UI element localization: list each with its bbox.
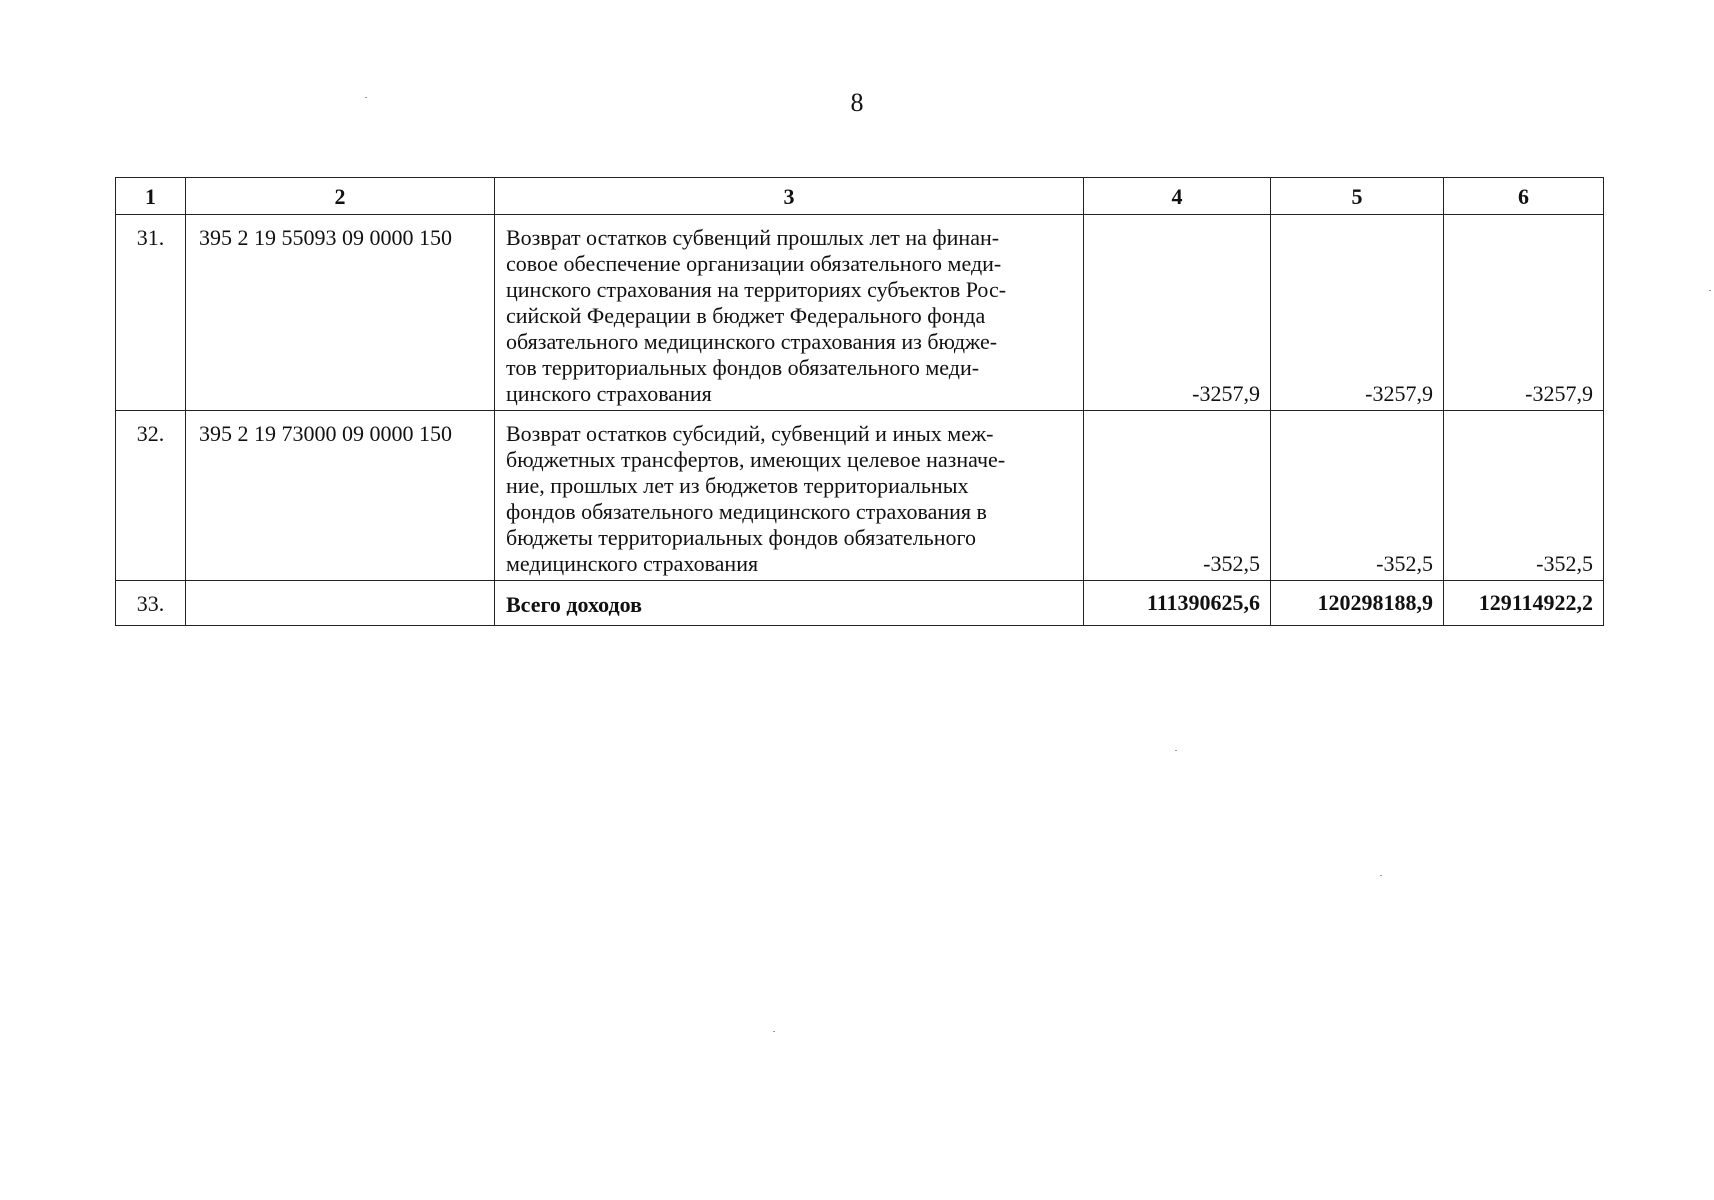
row-number: 33. (116, 581, 186, 626)
value-col-6: -3257,9 (1444, 215, 1604, 411)
budget-code: 395 2 19 73000 09 0000 150 (186, 411, 495, 581)
row-number: 31. (116, 215, 186, 411)
scan-speck (1709, 290, 1711, 291)
page-number: 8 (850, 88, 864, 117)
description-line: совое обеспечение организации обязательного меди- (506, 251, 1002, 276)
description-line: бюджетных трансфертов, имеющих целевое назначе- (506, 447, 1006, 472)
column-header: 5 (1271, 178, 1444, 215)
column-header: 6 (1444, 178, 1604, 215)
budget-code: 395 2 19 55093 09 0000 150 (186, 215, 495, 411)
description-line: Возврат остатков субсидий, субвенций и иных меж- (506, 421, 994, 446)
table-row (116, 411, 1604, 581)
description-line: бюджеты территориальных фондов обязательного (506, 525, 976, 550)
column-header: 4 (1084, 178, 1271, 215)
revenue-description (495, 215, 1084, 411)
description-line: фондов обязательного медицинского страхования в (506, 499, 987, 524)
budget-code (186, 581, 495, 626)
column-header: 1 (116, 178, 186, 215)
scan-speck (773, 1031, 775, 1032)
description-line: медицинского страхования (506, 551, 759, 576)
value-col-4: -352,5 (1084, 411, 1271, 581)
column-header: 2 (186, 178, 495, 215)
description-line: Возврат остатков субвенций прошлых лет на финан- (506, 225, 1000, 250)
value-col-6: -352,5 (1444, 411, 1604, 581)
total-row (116, 581, 1604, 626)
total-col-4: 111390625,6 (1084, 581, 1271, 626)
total-col-5: 120298188,9 (1271, 581, 1444, 626)
description-line: цинского страхования (506, 381, 712, 406)
value-col-4: -3257,9 (1084, 215, 1271, 411)
total-col-6: 129114922,2 (1444, 581, 1604, 626)
scan-speck (365, 97, 367, 98)
row-number: 32. (116, 411, 186, 581)
description-line: ние, прошлых лет из бюджетов территориальных (506, 473, 969, 498)
description-line: сийской Федерации в бюджет Федерального фонда (506, 303, 986, 328)
column-header: 3 (495, 178, 1084, 215)
value-col-5: -352,5 (1271, 411, 1444, 581)
table-row (116, 215, 1604, 411)
scan-speck (1380, 875, 1382, 876)
scan-speck (1175, 750, 1177, 751)
value-col-5: -3257,9 (1271, 215, 1444, 411)
description-line: цинского страхования на территориях субъектов Рос- (506, 277, 1007, 302)
revenue-table (115, 177, 1604, 626)
description-line: тов территориальных фондов обязательного меди- (506, 355, 980, 380)
table-header-row (116, 178, 1604, 215)
total-label: Всего доходов (495, 581, 1084, 626)
description-line: обязательного медицинского страхования из бюдже- (506, 329, 998, 354)
revenue-description (495, 411, 1084, 581)
